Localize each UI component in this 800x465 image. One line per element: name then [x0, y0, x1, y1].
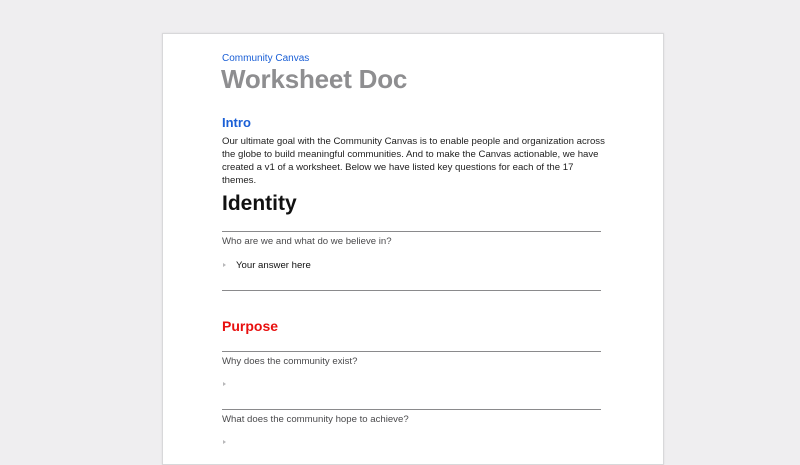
question-purpose-2: What does the community hope to achieve?	[222, 414, 409, 425]
answer-text[interactable]: Your answer here	[236, 259, 311, 271]
triangle-right-icon[interactable]	[223, 440, 226, 444]
divider	[222, 409, 601, 410]
document-subtitle: Community Canvas	[222, 53, 310, 64]
question-purpose-1: Why does the community exist?	[222, 356, 358, 367]
divider	[222, 351, 601, 352]
question-identity-1: Who are we and what do we believe in?	[222, 236, 392, 247]
document-title: Worksheet Doc	[221, 64, 408, 94]
divider	[222, 231, 601, 232]
intro-heading: Intro	[222, 115, 251, 130]
divider	[222, 290, 601, 291]
answer-field-purpose-2[interactable]	[222, 435, 601, 449]
intro-paragraph: Our ultimate goal with the Community Canvas is to enable people and organization across the globe to build meaningful communities. And to make the Canvas actionable, we have created a v1 of a worksheet. Below we have listed key questions for each of the 17 themes.	[222, 136, 605, 186]
triangle-right-icon[interactable]	[223, 263, 226, 267]
triangle-right-icon[interactable]	[223, 382, 226, 386]
section-heading-identity: Identity	[222, 192, 297, 215]
section-heading-purpose: Purpose	[222, 318, 279, 334]
answer-field-identity-1[interactable]	[222, 258, 601, 272]
document-page	[162, 33, 664, 465]
answer-field-purpose-1[interactable]	[222, 377, 601, 391]
